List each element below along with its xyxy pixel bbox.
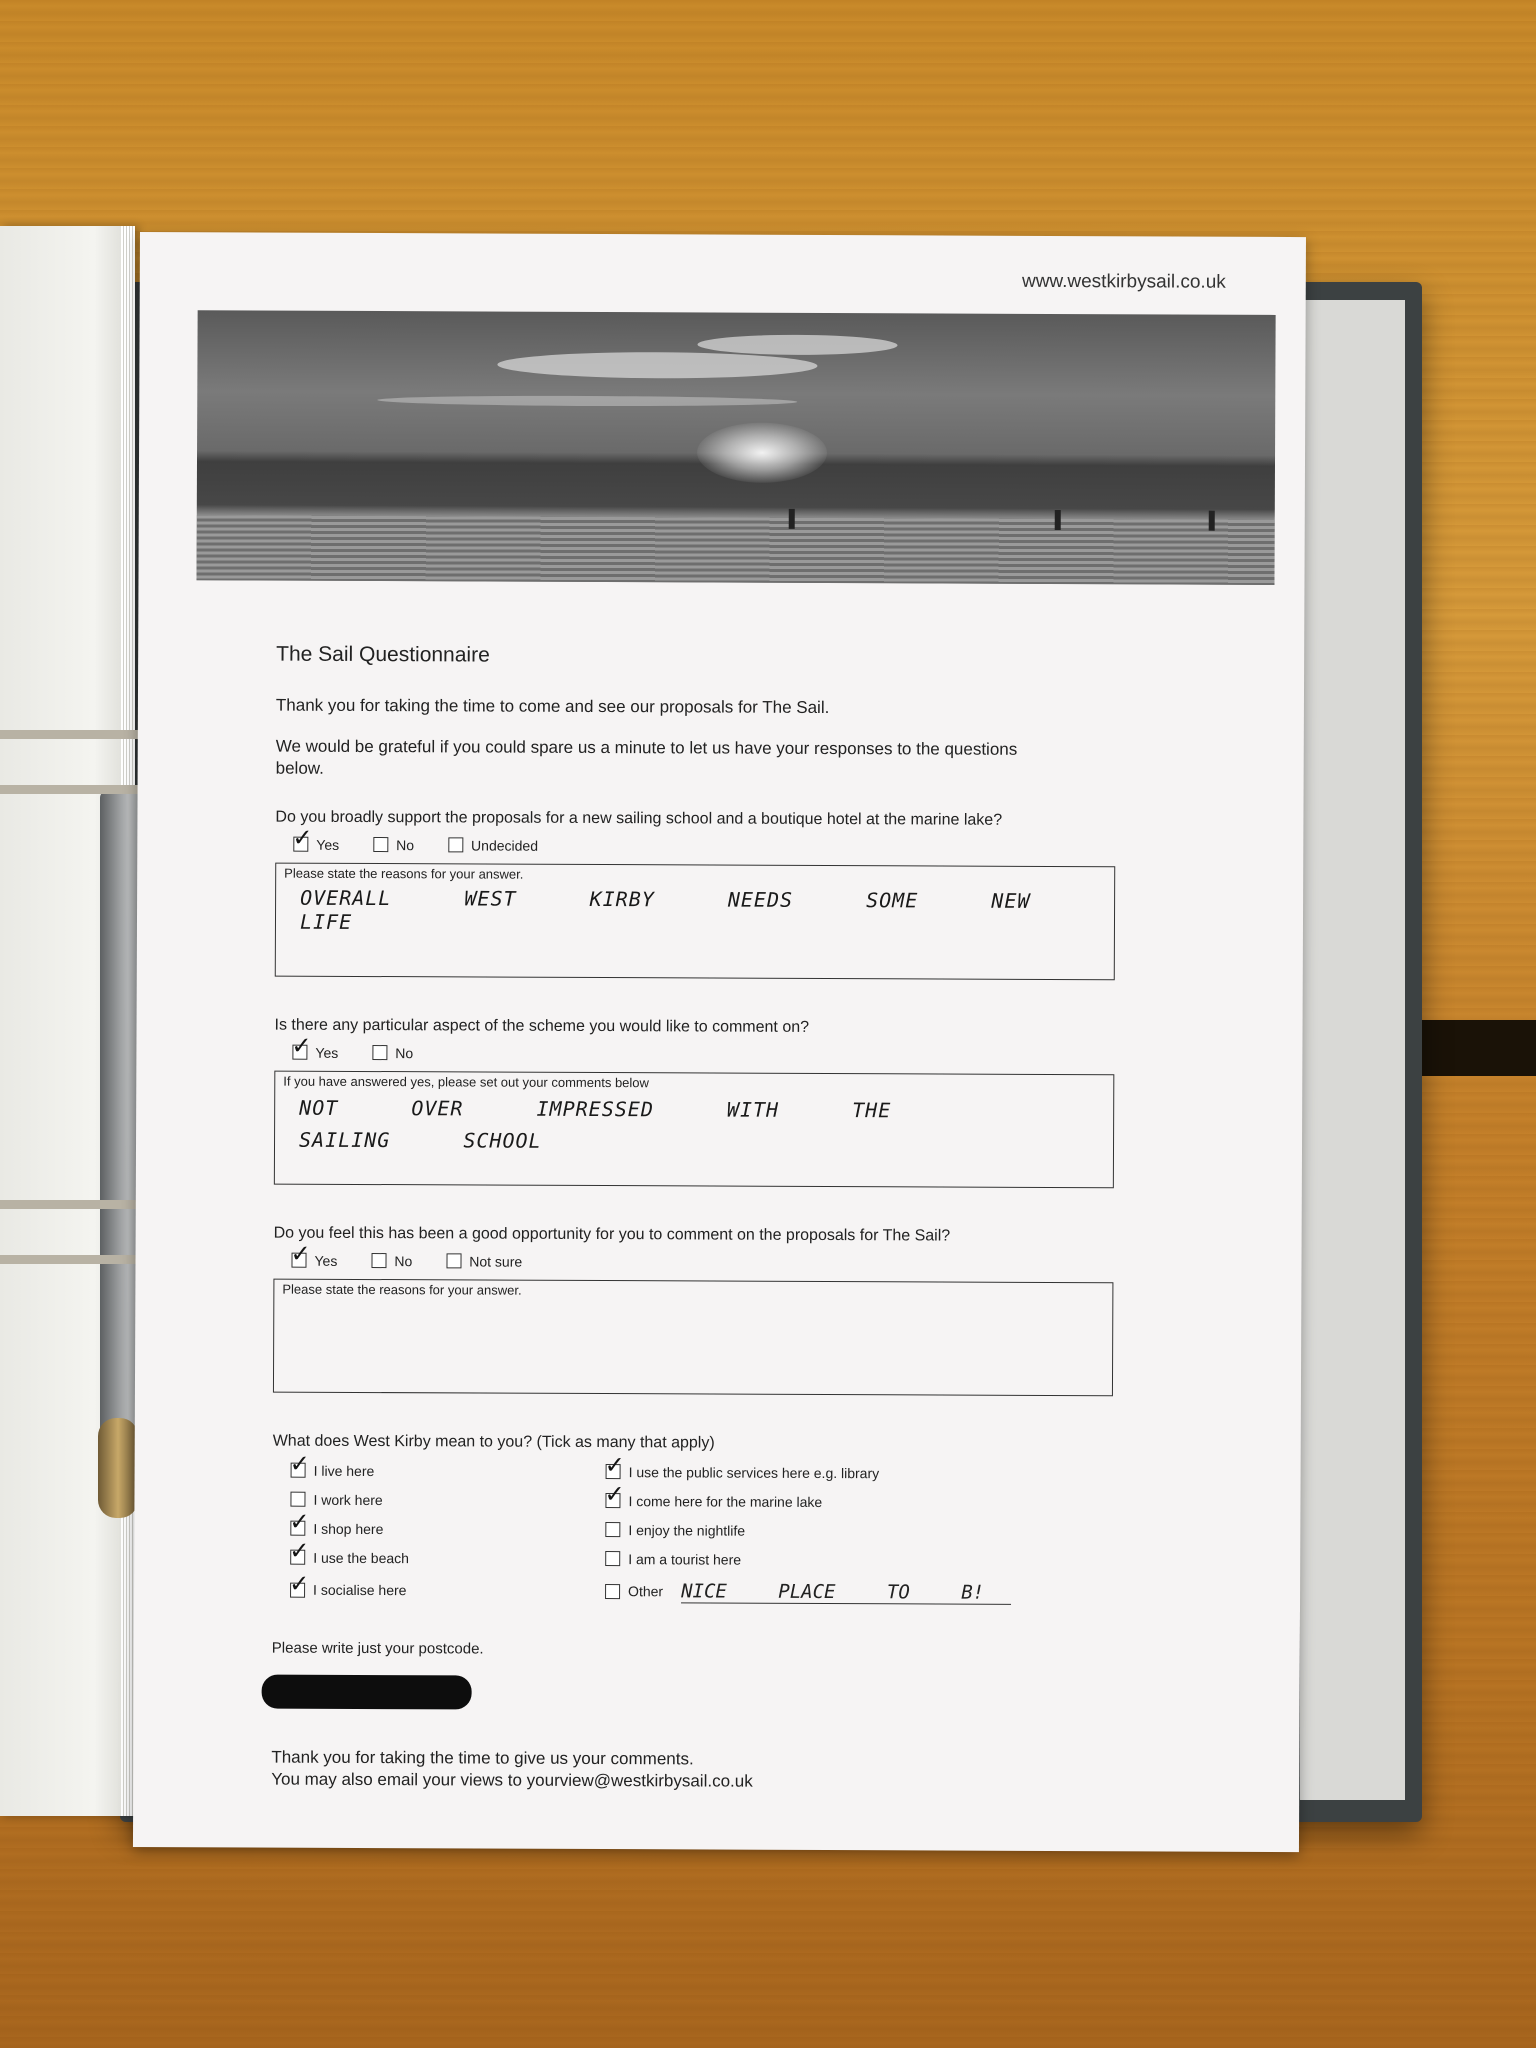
redacted-postcode bbox=[262, 1674, 472, 1709]
q2-option-no[interactable]: No bbox=[372, 1045, 413, 1061]
binder-lever[interactable] bbox=[98, 1418, 138, 1518]
postcode-question: Please write just your postcode. bbox=[271, 1639, 484, 1658]
question-4: What does West Kirby mean to you? (Tick as many that apply) bbox=[272, 1432, 715, 1452]
checkbox[interactable] bbox=[290, 1492, 305, 1507]
form-content bbox=[271, 643, 1176, 1795]
sunset-banner-image bbox=[196, 310, 1275, 585]
q4-option-use-beach[interactable]: ✓ I use the beach bbox=[290, 1549, 605, 1566]
checkbox[interactable] bbox=[446, 1254, 461, 1269]
q1-option-undecided[interactable]: Undecided bbox=[448, 837, 538, 853]
q1-answer-box[interactable] bbox=[275, 862, 1115, 980]
checkbox[interactable] bbox=[290, 1550, 305, 1565]
q4-option-socialise[interactable]: ✓ I socialise here bbox=[290, 1578, 605, 1602]
q3-option-no[interactable]: No bbox=[371, 1253, 412, 1269]
checkbox[interactable] bbox=[606, 1464, 621, 1479]
questionnaire-page bbox=[133, 232, 1306, 1852]
q1-handwritten-line-1: OVERALL WEST KIRBY NEEDS SOME NEW bbox=[300, 885, 1031, 913]
q4-option-nightlife[interactable]: I enjoy the nightlife bbox=[605, 1522, 1025, 1540]
q3-answer-box[interactable] bbox=[273, 1278, 1113, 1396]
binder-inner-cover bbox=[1300, 300, 1405, 1800]
desk-seam bbox=[1420, 1020, 1536, 1076]
page-title: The Sail Questionnaire bbox=[276, 642, 490, 667]
question-2-options bbox=[292, 1044, 1174, 1064]
checkbox[interactable] bbox=[605, 1551, 620, 1566]
site-url: www.westkirbysail.co.uk bbox=[1021, 270, 1226, 293]
q2-option-yes[interactable]: ✓ Yes bbox=[292, 1044, 338, 1060]
question-2: Is there any particular aspect of the scheme you would like to comment on? bbox=[274, 1016, 810, 1036]
checkbox[interactable] bbox=[290, 1521, 305, 1536]
q1-handwritten-line-2: LIFE bbox=[299, 909, 353, 934]
checkbox[interactable] bbox=[373, 837, 388, 852]
checkbox[interactable] bbox=[290, 1582, 305, 1597]
q4-option-shop-here[interactable]: ✓ I shop here bbox=[290, 1520, 605, 1537]
q4-option-work-here[interactable]: I work here bbox=[290, 1491, 605, 1508]
q3-option-not-sure[interactable]: Not sure bbox=[446, 1253, 522, 1269]
checkbox[interactable] bbox=[605, 1522, 620, 1537]
q4-option-marine-lake[interactable]: ✓ I come here for the marine lake bbox=[605, 1493, 1025, 1511]
q3-option-yes[interactable]: ✓ Yes bbox=[291, 1252, 337, 1268]
q3-box-label: Please state the reasons for your answer. bbox=[282, 1281, 522, 1298]
intro-text-1: Thank you for taking the time to come and see our proposals for The Sail. bbox=[275, 695, 830, 718]
checkbox[interactable] bbox=[292, 1045, 307, 1060]
checkbox[interactable] bbox=[605, 1584, 620, 1599]
checkbox[interactable] bbox=[371, 1253, 386, 1268]
q2-box-label: If you have answered yes, please set out your comments below bbox=[283, 1073, 649, 1090]
question-1: Do you broadly support the proposals for a new sailing school and a boutique hotel at the marine lake? bbox=[275, 808, 1003, 829]
other-handwritten-answer: NICE PLACE TO B! bbox=[681, 1580, 985, 1604]
checkbox[interactable] bbox=[372, 1045, 387, 1060]
checkbox[interactable] bbox=[291, 1253, 306, 1268]
footer-email: You may also email your views to yourview@westkirbysail.co.uk bbox=[271, 1769, 753, 1791]
question-3: Do you feel this has been a good opportunity for you to comment on the proposals for The Sail? bbox=[273, 1224, 951, 1245]
intro-text-2: We would be grateful if you could spare us a minute to let us have your responses to the questions below. bbox=[275, 736, 1018, 778]
checkbox[interactable] bbox=[291, 1463, 306, 1478]
q2-handwritten-line-1: NOT OVER IMPRESSED WITH THE bbox=[299, 1095, 892, 1123]
q2-answer-box[interactable] bbox=[274, 1070, 1114, 1188]
q4-option-tourist[interactable]: I am a tourist here bbox=[605, 1551, 1025, 1569]
checkbox[interactable] bbox=[448, 838, 463, 853]
checkbox[interactable] bbox=[605, 1493, 620, 1508]
q4-option-other[interactable]: Other NICE PLACE TO B! bbox=[605, 1580, 1025, 1605]
q4-option-public-services[interactable]: ✓ I use the public services here e.g. library bbox=[606, 1464, 1026, 1482]
footer-text bbox=[271, 1746, 1171, 1794]
footer-thanks: Thank you for taking the time to give us your comments. bbox=[271, 1747, 694, 1769]
q1-option-yes[interactable]: ✓ Yes bbox=[293, 836, 339, 852]
q2-handwritten-line-2: SAILING SCHOOL bbox=[298, 1127, 542, 1153]
q4-options-grid bbox=[290, 1462, 1173, 1605]
q1-box-label: Please state the reasons for your answer. bbox=[284, 865, 524, 882]
q1-option-no[interactable]: No bbox=[373, 837, 414, 853]
checkbox[interactable] bbox=[293, 837, 308, 852]
other-answer-line[interactable] bbox=[681, 1580, 1011, 1604]
question-3-options bbox=[291, 1252, 1173, 1272]
question-1-options bbox=[293, 836, 1175, 856]
q4-option-live-here[interactable]: ✓ I live here bbox=[291, 1462, 606, 1479]
